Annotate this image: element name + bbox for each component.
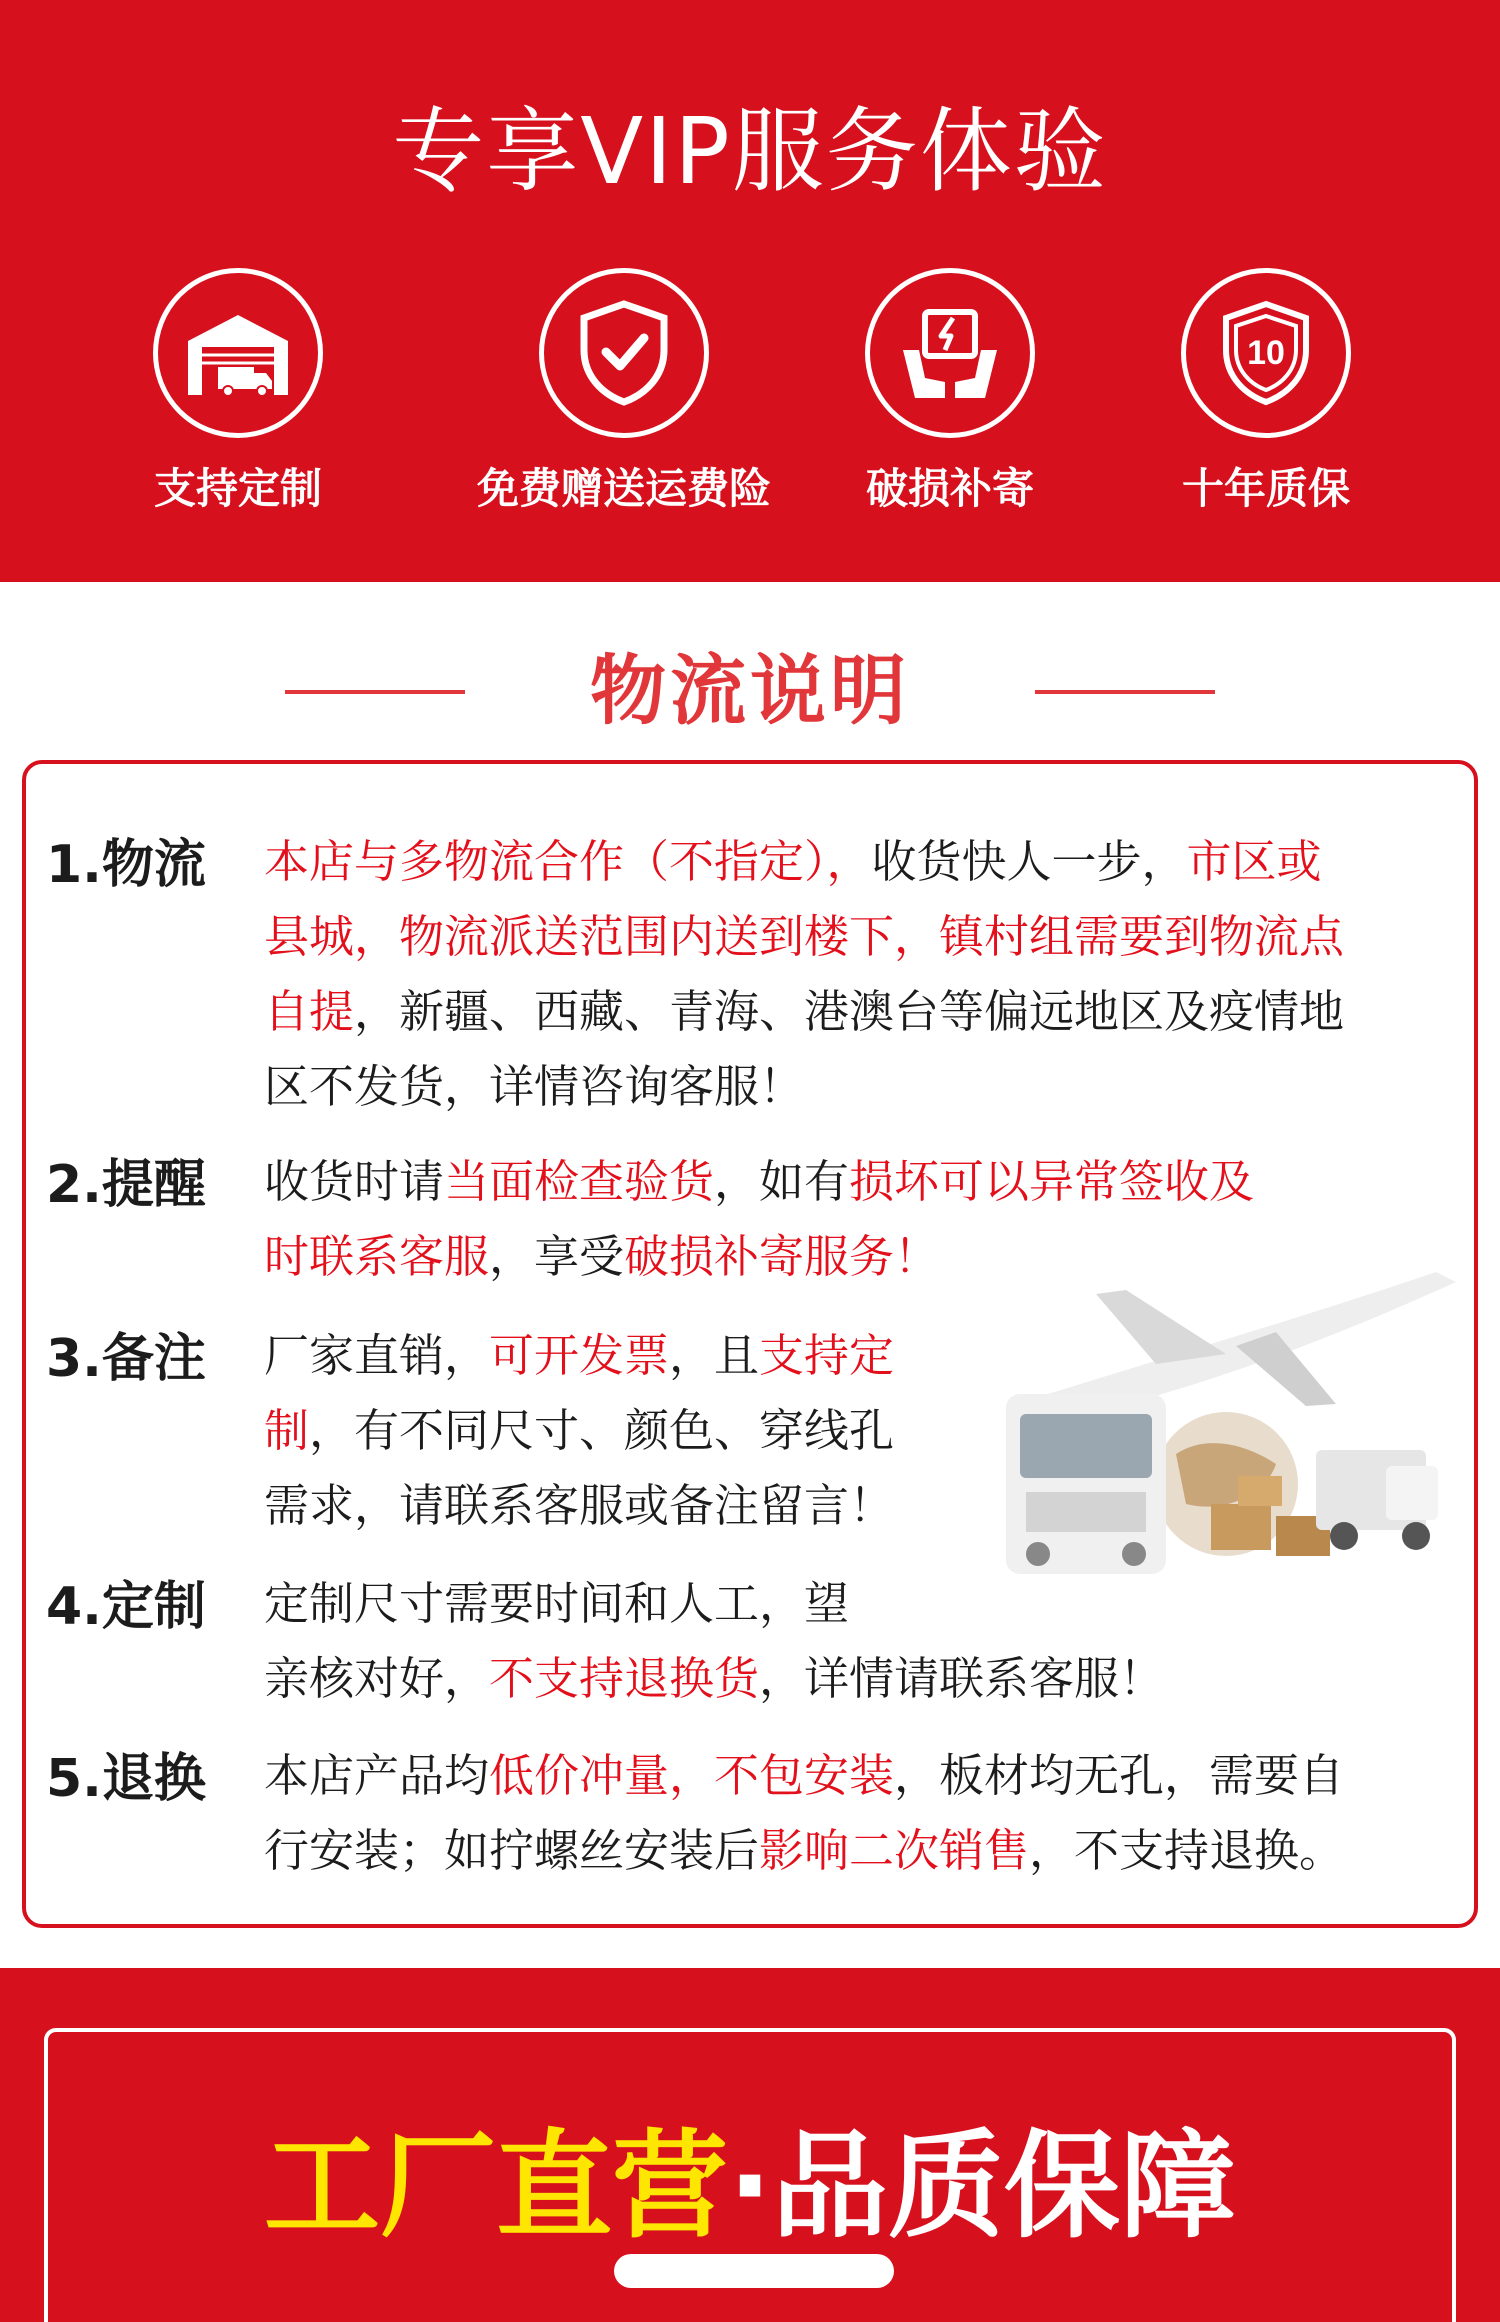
text-segment: 收货快人一步， [871,835,1187,888]
text-segment: 县城，物流派送范围内送到楼下，镇村组需要到物流点 [264,910,1345,963]
vip-service-banner [0,0,1500,582]
row-body-customization [264,1566,1164,1716]
text-segment: 需求，请联系客服或备注留言！ [264,1479,895,1532]
row-body-notes [264,1318,894,1543]
row-head-shipping: 1.物流 [46,835,206,895]
text-segment: ，有不同尺寸、颜色、穿线孔 [309,1404,895,1457]
text-segment: 收货时请 [264,1155,445,1208]
vip-label-customization: 支持定制 [153,464,322,513]
warehouse-truck-icon [153,268,323,438]
vip-item-ten-year-warranty [1116,268,1416,516]
text-segment: ，板材均无孔，需要自 [894,1749,1345,1802]
row-body-reminder [264,1144,1254,1294]
factory-title [0,2093,1500,2260]
text-segment: 时联系客服 [264,1230,490,1283]
vip-item-shipping-insurance [474,268,774,516]
text-segment: 亲核对好， [264,1652,490,1705]
hands-box-icon [865,268,1035,438]
vip-item-damage-replacement [800,268,1100,516]
text-segment: 市区或 [1186,835,1322,888]
row-head-notes: 3.备注 [46,1329,206,1389]
factory-banner [0,1968,1500,2322]
section-title: 物流说明 [590,646,910,735]
text-segment: ，如有 [714,1155,850,1208]
text-segment: 制 [264,1404,310,1457]
text-segment: 本店产品均 [264,1749,490,1802]
text-segment: 自提 [264,985,355,1038]
text-segment: 低价冲量，不包安装 [489,1749,895,1802]
text-segment: 影响二次销售 [759,1824,1030,1877]
vip-label-shipping-insurance: 免费赠送运费险 [476,464,771,513]
text-segment: 区不发货，详情咨询客服！ [264,1060,805,1113]
decorative-pill [614,2254,894,2288]
vip-label-damage-replacement: 破损补寄 [865,464,1034,513]
warranty-badge-text: 10 [1247,334,1285,372]
shield-check-icon [539,268,709,438]
row-head-customization: 4.定制 [46,1577,206,1637]
shield-10-icon [1181,268,1351,438]
text-segment: 当面检查验货 [444,1155,715,1208]
text-segment: ，详情请联系客服！ [759,1652,1165,1705]
factory-title-direct: 工厂直营 [263,2119,728,2254]
text-segment: ，新疆、西藏、青海、港澳台等偏远地区及疫情地 [354,985,1345,1038]
text-segment: 定制尺寸需要时间和人工，望 [264,1577,850,1630]
vip-label-ten-year-warranty: 十年质保 [1181,464,1350,513]
text-segment: 破损补寄服务！ [624,1230,940,1283]
text-segment: 不支持退换货 [489,1652,760,1705]
factory-title-separator: · [727,2119,773,2254]
title-divider-right [1035,690,1215,694]
row-head-reminder: 2.提醒 [46,1155,206,1215]
text-segment: ，不支持退换。 [1029,1824,1345,1877]
vip-item-customization [88,268,388,516]
row-body-returns [264,1738,1344,1888]
text-segment: ，享受 [489,1230,625,1283]
text-segment: 厂家直销， [264,1329,490,1382]
text-segment: 本店与多物流合作（不指定）， [264,835,872,888]
text-segment: 可开发票 [489,1329,670,1382]
text-segment: 行安装；如拧螺丝安装后 [264,1824,760,1877]
text-segment: 支持定 [759,1329,895,1382]
vip-title: 专享VIP服务体验 [392,98,1108,205]
row-body-shipping [264,824,1344,1124]
factory-title-quality: 品质保障 [772,2119,1237,2254]
text-segment: ，且 [669,1329,760,1382]
shipping-illustration-icon [976,1254,1466,1604]
logistics-info-box [22,760,1478,1928]
text-segment: 损坏可以异常签收及 [849,1155,1255,1208]
row-head-returns: 5.退换 [46,1749,206,1809]
